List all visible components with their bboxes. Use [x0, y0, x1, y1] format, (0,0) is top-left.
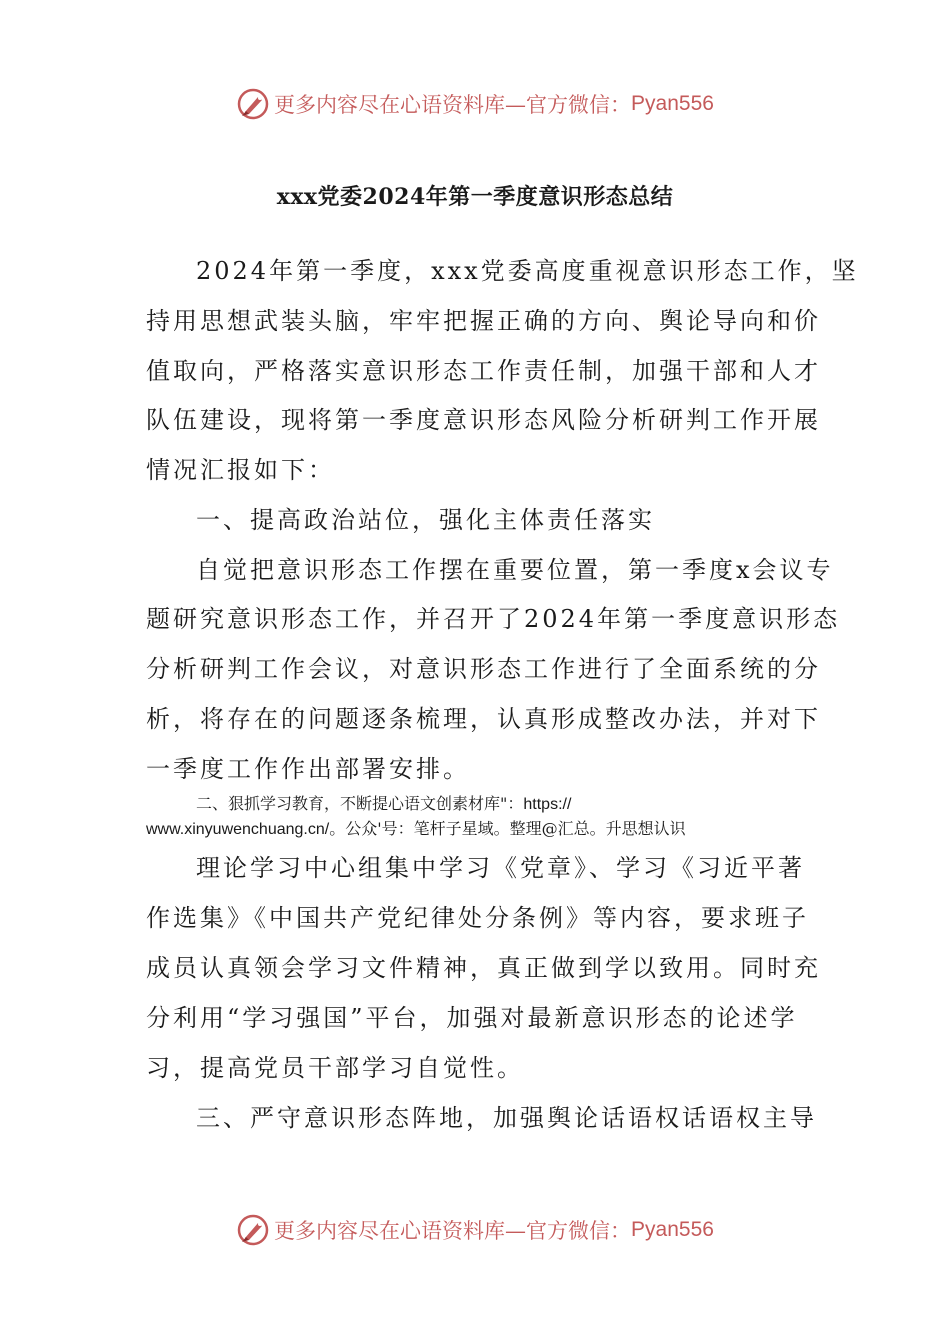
- ad-url: www.xinyuwenchuang.cn/: [146, 821, 330, 838]
- ad-text: 。公众'号：笔杆子星域。整理@汇总。升思想认识: [329, 819, 686, 838]
- section-heading-3: 三、严守意识形态阵地，加强舆论话语权话语权主导: [196, 1104, 817, 1132]
- pen-nib-logo-icon: [236, 1213, 270, 1247]
- paragraph-line: 情况汇报如下：: [146, 456, 335, 484]
- ad-text: 二、狠抓学习教育，不断提心语文创素材库"：: [196, 794, 524, 813]
- paragraph-line: 析，将存在的问题逐条梳理，认真形成整改办法，并对下: [146, 705, 821, 733]
- paragraph-line: 题研究意识形态工作，并召开了2024年第一季度意识形态: [146, 605, 841, 633]
- paragraph-line: 持用思想武装头脑，牢牢把握正确的方向、舆论导向和价: [146, 307, 821, 335]
- document-title: xxx党委2024年第一季度意识形态总结: [276, 184, 674, 210]
- paragraph-line: 分析研判工作会议，对意识形态工作进行了全面系统的分: [146, 655, 821, 683]
- section-heading-1: 一、提高政治站位，强化主体责任落实: [196, 506, 655, 534]
- paragraph-line: 值取向，严格落实意识形态工作责任制，加强干部和人才: [146, 357, 821, 385]
- paragraph-line: 理论学习中心组集中学习《党章》、学习《习近平著: [196, 854, 805, 882]
- paragraph-line: 分利用“学习强国”平台，加强对最新意识形态的论述学: [146, 1004, 798, 1032]
- footer-banner: [0, 1208, 950, 1252]
- paragraph-line: 队伍建设，现将第一季度意识形态风险分析研判工作开展: [146, 406, 821, 434]
- paragraph-line: 作选集》《中国共产党纪律处分条例》等内容，要求班子: [146, 904, 809, 932]
- banner-text: 更多内容尽在心语资料库—官方微信：: [274, 1219, 632, 1243]
- paragraph-line: 习，提高党员干部学习自觉性。: [146, 1054, 524, 1082]
- inserted-ad-line: [196, 793, 571, 816]
- paragraph-line: 自觉把意识形态工作摆在重要位置，第一季度x会议专: [196, 556, 834, 584]
- pen-nib-logo-icon: [236, 87, 270, 121]
- paragraph-line: 成员认真领会学习文件精神，真正做到学以致用。同时充: [146, 954, 821, 982]
- ad-url-part: https://: [523, 796, 572, 813]
- banner-text: 更多内容尽在心语资料库—官方微信：: [274, 93, 632, 117]
- wechat-id: Pyan556: [631, 92, 714, 115]
- inserted-ad-line: [146, 818, 686, 841]
- paragraph-line: 2024年第一季度，xxx党委高度重视意识形态工作，坚: [196, 257, 859, 285]
- paragraph-line: 一季度工作作出部署安排。: [146, 755, 470, 783]
- header-banner: [0, 82, 950, 126]
- wechat-id: Pyan556: [631, 1218, 714, 1241]
